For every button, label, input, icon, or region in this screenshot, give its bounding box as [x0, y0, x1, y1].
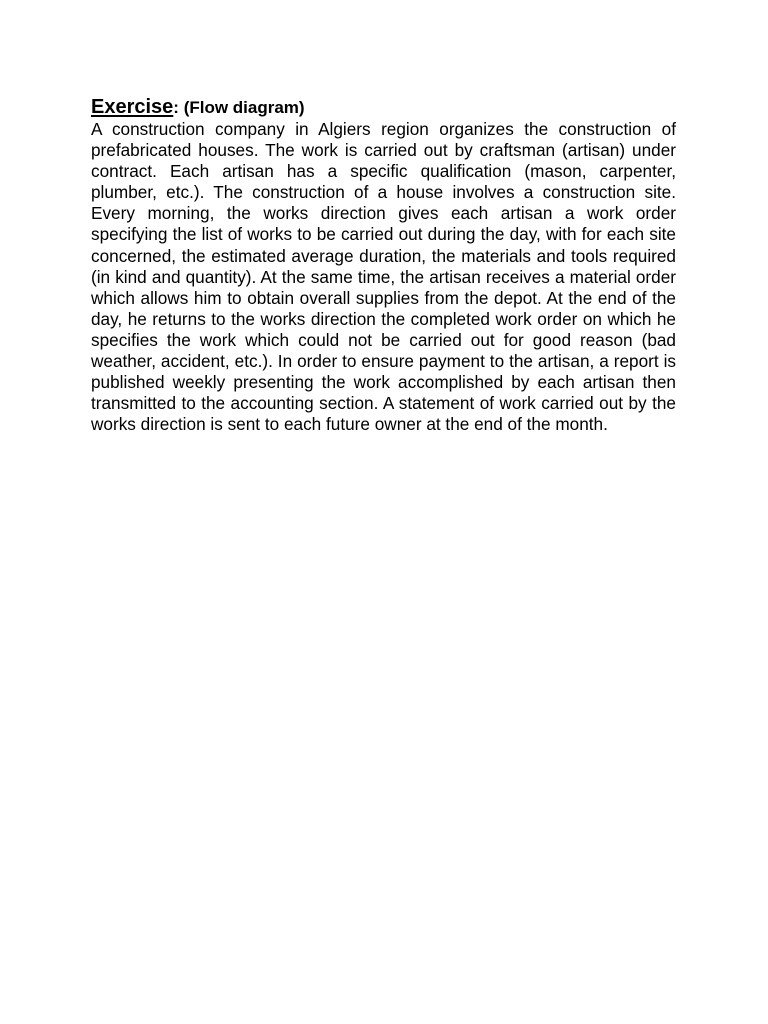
exercise-heading [91, 84, 691, 121]
exercise-paragraph: A construction company in Algiers region organizes the construction of prefabricated houses. The work is carried out by craftsman (artisan) under contract. Each artisan has a specific qualification (mason, carpenter, plumber, etc.). The construction of a house involves a construction site. Every morning, the works direction gives each artisan a work order specifying the list of works to be carried out during the day, with for each site concerned, the estimated average duration, the materials and tools required (in kind and quantity). At the same time, the artisan receives a material order which allows him to obtain overall supplies from the depot. At the end of the day, he returns to the works direction the completed work order on which he specifies the work which could not be carried out for good reason (bad weather, accident, etc.). In order to ensure payment to the artisan, a report is published weekly presenting the work accomplished by each artisan then transmitted to the accounting section. A statement of work carried out by the works direction is sent to each future owner at the end of the month. [91, 119, 676, 435]
heading-subtitle: (Flow diagram) [178, 98, 305, 117]
heading-separator: : [173, 98, 179, 117]
heading-title: Exercise [91, 96, 174, 118]
